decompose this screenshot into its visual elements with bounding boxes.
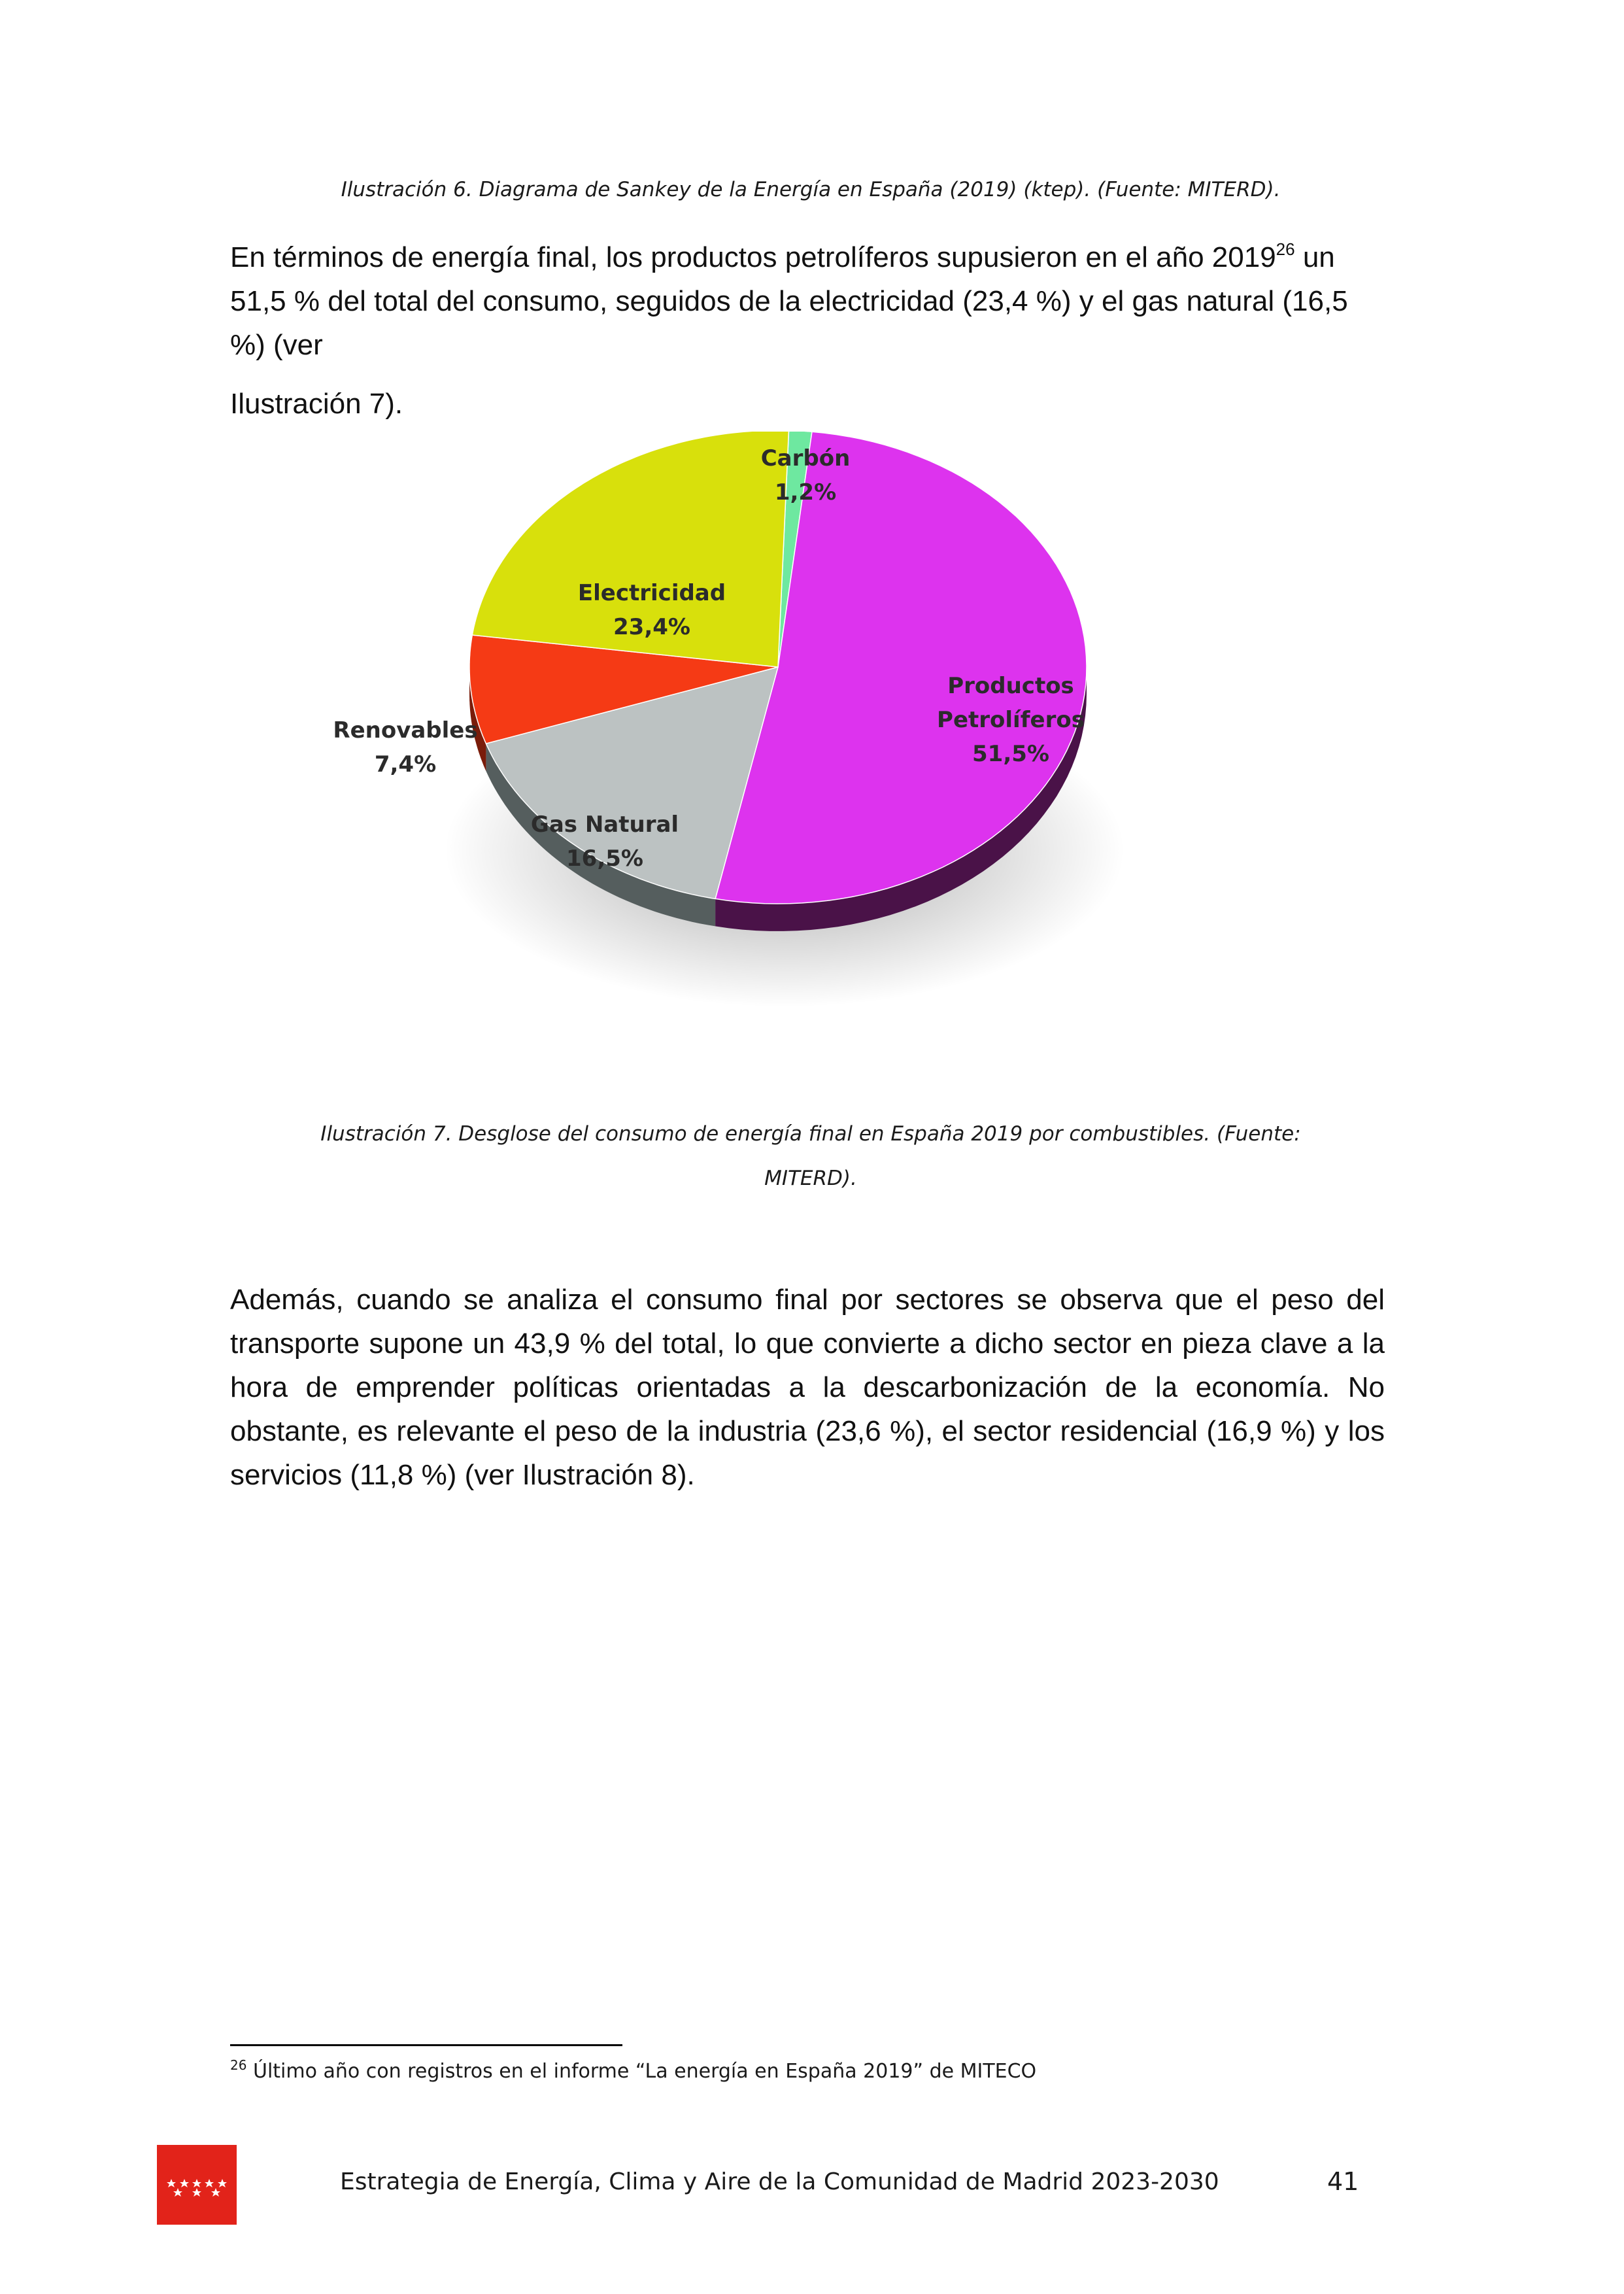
footnote	[230, 2057, 1037, 2083]
para1-line3: %) (ver	[230, 329, 323, 361]
footnote-text: Último año con registros en el informe “La energía en España 2019” de MITECO	[246, 2060, 1037, 2083]
figure-7-caption	[232, 1112, 1389, 1201]
para1-line2: 51,5 % del total del consumo, seguidos de la electricidad (23,4 %) y el gas natural (16,5	[230, 285, 1348, 317]
paragraph-sectors: Además, cuando se analiza el consumo final por sectores se observa que el peso del transporte supone un 43,9 % del total, lo que convierte a dicho sector en pieza clave a la hora de emprender políticas orientadas a la descarbonización de la economía. No obstante, es relevante el peso de la industria (23,6 %), el sector residencial (16,9 %) y los servicios (11,8 %) (ver Ilustración 8).	[230, 1284, 1385, 1491]
pie-label-productos-petrol-feros-value: 51,5%	[972, 741, 1049, 767]
pie-label-gas-natural-name: Gas Natural	[530, 812, 679, 838]
footnote-number: 26	[230, 2057, 247, 2073]
figure-6-caption: Ilustración 6. Diagrama de Sankey de la Energía en España (2019) (ktep). (Fuente: MITERD).	[341, 178, 1281, 201]
pie-label-renovables-name: Renovables	[333, 717, 478, 744]
footnote-reference[interactable]: 26	[1276, 239, 1295, 259]
para1-line1: En términos de energía final, los productos petrolíferos supusieron en el año 2019$^{26}$ un	[230, 239, 1335, 273]
pie-label-electricidad-name: Electricidad	[577, 580, 726, 606]
paragraph-energy-final	[230, 235, 1385, 367]
pie-label-productos-petrol-feros-name: Petrolíferos	[937, 707, 1085, 733]
comunidad-madrid-logo	[157, 2145, 237, 2225]
footnote-separator	[230, 2044, 622, 2046]
fuel-consumption-pie-chart	[294, 432, 1223, 1033]
pie-label-productos-petrol-feros-name: Productos	[947, 673, 1074, 699]
footer-document-title: Estrategia de Energía, Clima y Aire de la Comunidad de Madrid 2023-2030	[340, 2168, 1219, 2195]
pie-label-renovables-value: 7,4%	[374, 751, 437, 778]
figure-7-caption-line2: MITERD).	[764, 1167, 857, 1190]
seven-stars-icon	[157, 2145, 237, 2225]
pie-label-carb-n-name: Carbón	[760, 445, 851, 471]
pie-label-gas-natural-value: 16,5%	[566, 846, 643, 872]
figure-7-reference: Ilustración 7).	[230, 388, 403, 420]
page-number: 41	[1327, 2167, 1359, 2196]
figure-7-caption-line1: Ilustración 7. Desglose del consumo de energía final en España 2019 por combustibles. (Fuente:	[320, 1122, 1301, 1146]
pie-label-electricidad-value: 23,4%	[613, 614, 690, 640]
pie-label-carb-n-value: 1,2%	[774, 479, 837, 505]
